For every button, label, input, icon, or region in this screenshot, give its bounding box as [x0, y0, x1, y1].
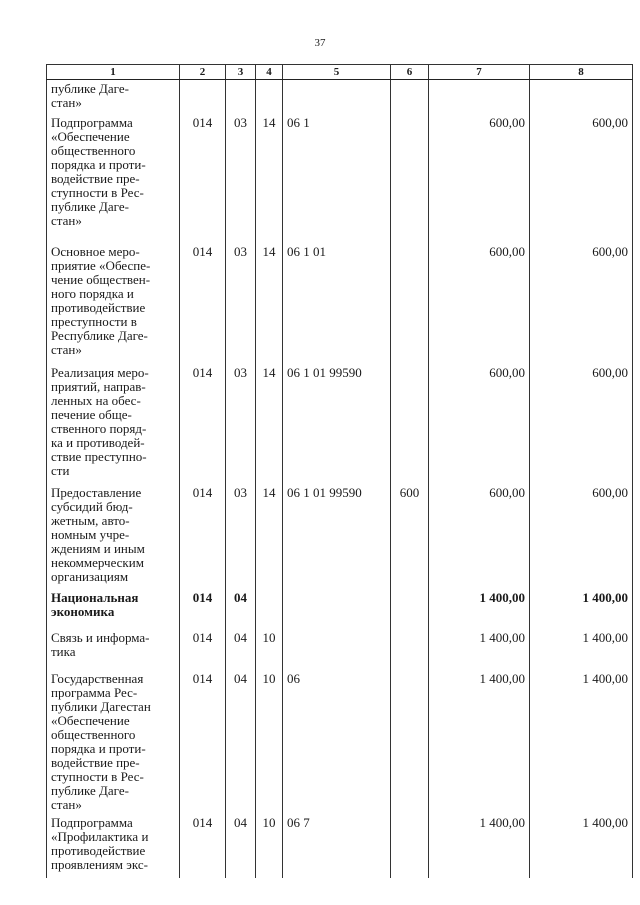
subsection-code-cell: 14 — [256, 114, 283, 243]
target-article-cell: 06 1 01 99590 — [283, 364, 391, 484]
row-name-cell: публике Даге- стан» — [47, 80, 180, 115]
ministry-code-cell: 014 — [180, 243, 226, 364]
expense-type-cell — [391, 114, 429, 243]
target-article-cell — [283, 589, 391, 629]
table-row — [47, 243, 633, 364]
table-row — [47, 484, 633, 589]
row-name-cell: Связь и информа- тика — [47, 629, 180, 670]
expense-type-cell — [391, 629, 429, 670]
ministry-code-cell: 014 — [180, 589, 226, 629]
page-number: 37 — [314, 37, 326, 49]
ministry-code-cell: 014 — [180, 670, 226, 814]
section-code-cell: 04 — [226, 670, 256, 814]
column-header-5: 5 — [283, 65, 391, 80]
target-article-cell: 06 1 — [283, 114, 391, 243]
subsection-code-cell: 10 — [256, 629, 283, 670]
amount-year2-cell: 1 400,00 — [530, 814, 633, 878]
target-article-cell — [283, 80, 391, 115]
table-row — [47, 364, 633, 484]
target-article-cell: 06 1 01 99590 — [283, 484, 391, 589]
subsection-code-cell — [256, 589, 283, 629]
amount-year1-cell: 600,00 — [429, 114, 530, 243]
ministry-code-cell: 014 — [180, 629, 226, 670]
row-name-cell: Государственная программа Рес- публики Дагестан «Обеспечение общественного порядка и проти- водействие пре- ступности в Рес- публике Даге- стан» — [47, 670, 180, 814]
amount-year1-cell: 600,00 — [429, 243, 530, 364]
subsection-code-cell: 14 — [256, 484, 283, 589]
table-row — [47, 589, 633, 629]
subsection-code-cell: 10 — [256, 670, 283, 814]
amount-year2-cell: 1 400,00 — [530, 670, 633, 814]
section-code-cell: 03 — [226, 364, 256, 484]
amount-year2-cell: 1 400,00 — [530, 629, 633, 670]
target-article-cell: 06 1 01 — [283, 243, 391, 364]
ministry-code-cell — [180, 80, 226, 115]
expense-type-cell — [391, 80, 429, 115]
target-article-cell: 06 — [283, 670, 391, 814]
section-code-cell: 04 — [226, 589, 256, 629]
table-row — [47, 629, 633, 670]
target-article-cell: 06 7 — [283, 814, 391, 878]
subsection-code-cell: 10 — [256, 814, 283, 878]
expense-type-cell — [391, 670, 429, 814]
expense-type-cell: 600 — [391, 484, 429, 589]
row-name-cell: Основное меро- приятие «Обеспе- чение обществен- ного порядка и противодействие преступности в Республике Даге- стан» — [47, 243, 180, 364]
amount-year2-cell — [530, 80, 633, 115]
amount-year1-cell: 600,00 — [429, 364, 530, 484]
ministry-code-cell: 014 — [180, 364, 226, 484]
column-header-1: 1 — [47, 65, 180, 80]
table-row — [47, 114, 633, 243]
amount-year2-cell: 600,00 — [530, 484, 633, 589]
amount-year2-cell: 600,00 — [530, 364, 633, 484]
row-name-cell: Предоставление субсидий бюд- жетным, авто- номным учре- ждениям и иным некоммерческим организациям — [47, 484, 180, 589]
row-name-cell: Подпрограмма «Профилактика и противодействие проявлениям экс- — [47, 814, 180, 878]
amount-year1-cell: 1 400,00 — [429, 814, 530, 878]
column-header-2: 2 — [180, 65, 226, 80]
expense-type-cell — [391, 364, 429, 484]
row-name-cell: Подпрограмма «Обеспечение общественного порядка и проти- водействие пре- ступности в Рес- публике Даге- стан» — [47, 114, 180, 243]
ministry-code-cell: 014 — [180, 484, 226, 589]
table-row — [47, 670, 633, 814]
section-code-cell: 03 — [226, 243, 256, 364]
table-row — [47, 814, 633, 878]
budget-table — [46, 64, 633, 878]
column-header-7: 7 — [429, 65, 530, 80]
amount-year2-cell: 600,00 — [530, 243, 633, 364]
expense-type-cell — [391, 589, 429, 629]
section-code-cell: 03 — [226, 114, 256, 243]
amount-year1-cell: 600,00 — [429, 484, 530, 589]
subsection-code-cell: 14 — [256, 364, 283, 484]
section-code-cell: 03 — [226, 484, 256, 589]
amount-year1-cell: 1 400,00 — [429, 670, 530, 814]
ministry-code-cell: 014 — [180, 814, 226, 878]
amount-year1-cell: 1 400,00 — [429, 589, 530, 629]
section-code-cell — [226, 80, 256, 115]
ministry-code-cell: 014 — [180, 114, 226, 243]
row-name-cell: Реализация меро- приятий, направ- ленных на обес- печение обще- ственного поряд- ка и противодей- ствие преступно- сти — [47, 364, 180, 484]
expense-type-cell — [391, 243, 429, 364]
expense-type-cell — [391, 814, 429, 878]
column-header-6: 6 — [391, 65, 429, 80]
amount-year1-cell — [429, 80, 530, 115]
amount-year2-cell: 600,00 — [530, 114, 633, 243]
column-header-4: 4 — [256, 65, 283, 80]
section-code-cell: 04 — [226, 814, 256, 878]
section-code-cell: 04 — [226, 629, 256, 670]
amount-year2-cell: 1 400,00 — [530, 589, 633, 629]
column-header-8: 8 — [530, 65, 633, 80]
row-name-cell: Национальная экономика — [47, 589, 180, 629]
target-article-cell — [283, 629, 391, 670]
table-row — [47, 80, 633, 115]
subsection-code-cell — [256, 80, 283, 115]
amount-year1-cell: 1 400,00 — [429, 629, 530, 670]
table-header-row — [47, 65, 633, 80]
column-header-3: 3 — [226, 65, 256, 80]
subsection-code-cell: 14 — [256, 243, 283, 364]
